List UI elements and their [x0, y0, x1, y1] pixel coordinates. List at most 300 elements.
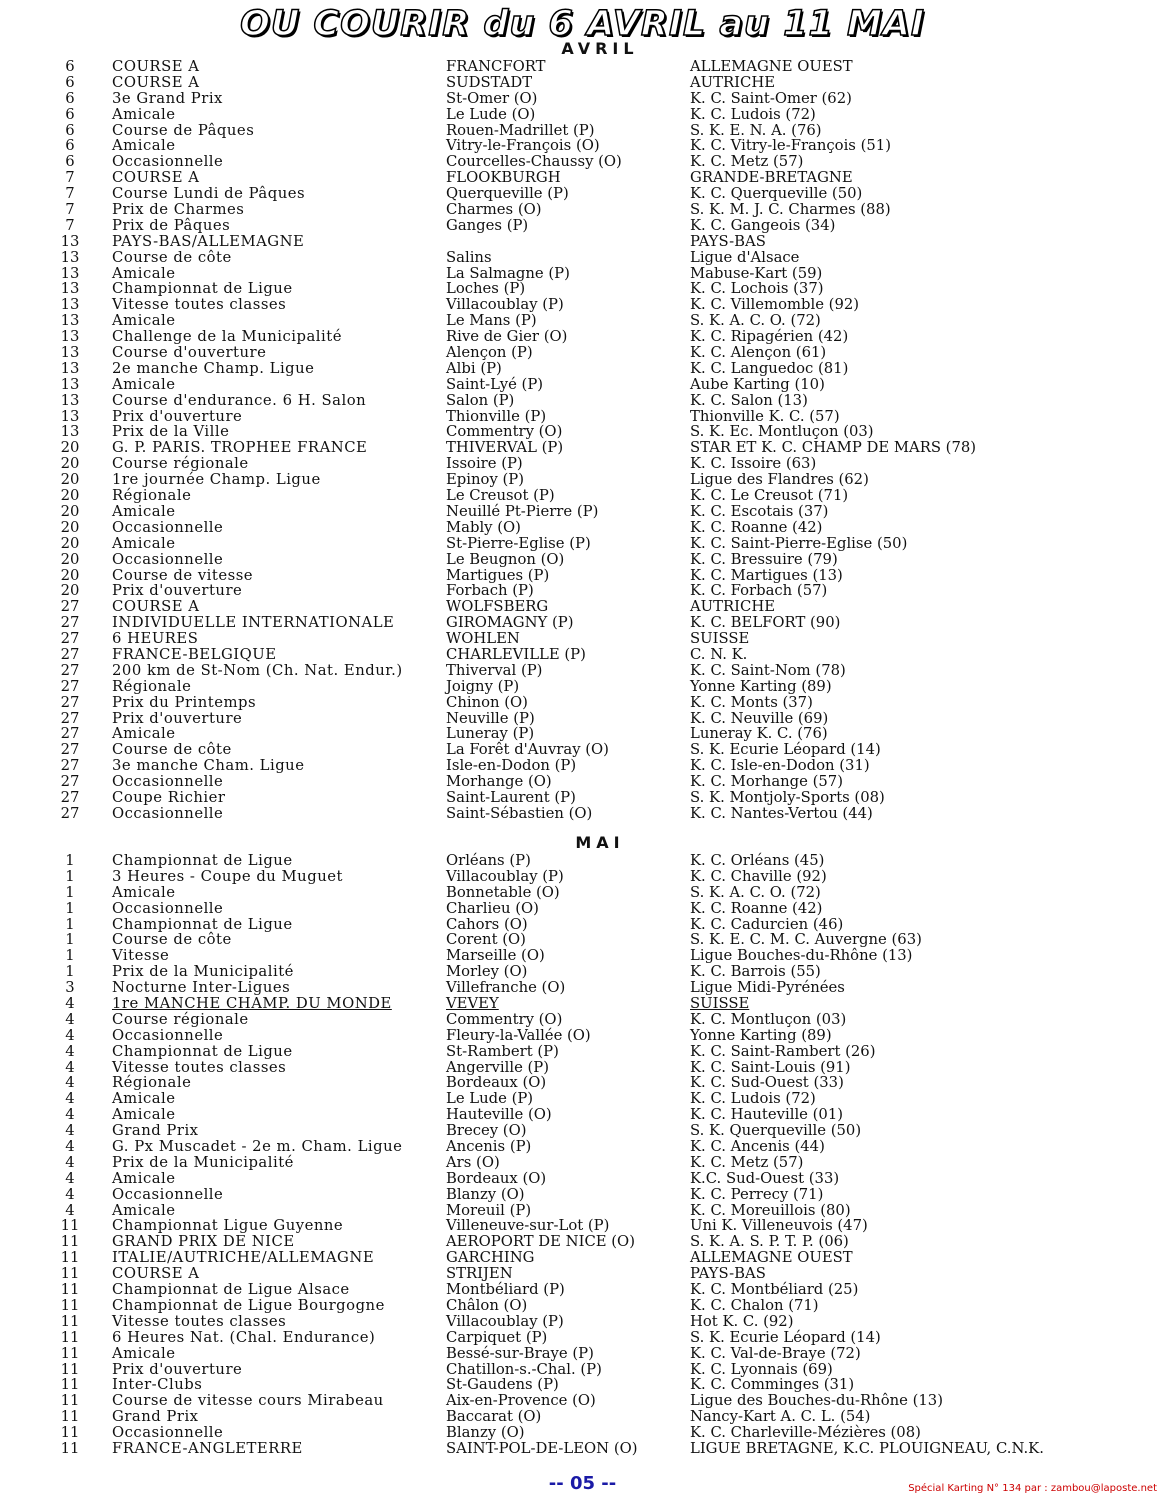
event-day: 27: [60, 598, 80, 616]
event-day: 4: [65, 1201, 75, 1219]
event-place: Commentry (O): [446, 423, 563, 441]
event-place: Villefranche (O): [446, 979, 566, 997]
event-name: 3 Heures - Coupe du Muguet: [112, 867, 343, 885]
schedule-row: [0, 1409, 1165, 1425]
event-name: Prix du Printemps: [112, 693, 257, 711]
event-name: Course de Pâques: [112, 121, 255, 139]
event-day: 27: [60, 709, 80, 727]
event-place: Salins: [446, 248, 492, 266]
schedule-row: [0, 568, 1165, 584]
event-day: 4: [65, 1106, 75, 1124]
schedule-row: [0, 1044, 1165, 1060]
schedule-row: [0, 1012, 1165, 1028]
event-organizer: Nancy-Kart A. C. L. (54): [690, 1408, 871, 1426]
event-day: 13: [60, 280, 80, 298]
event-name: Occasionnelle: [112, 153, 224, 171]
event-organizer: PAYS-BAS: [690, 1265, 766, 1283]
event-name: Championnat Ligue Guyenne: [112, 1217, 344, 1235]
schedule-row: [0, 663, 1165, 679]
event-name: Occasionnelle: [112, 1424, 224, 1442]
event-name: Championnat de Ligue: [112, 915, 293, 933]
event-day: 27: [60, 757, 80, 775]
event-day: 4: [65, 1026, 75, 1044]
event-place: WOHLEN: [446, 630, 520, 648]
event-organizer: K. C. Forbach (57): [690, 582, 828, 600]
event-organizer: K. C. Vitry-le-François (51): [690, 137, 891, 155]
schedule-row: [0, 1123, 1165, 1139]
event-day: 27: [60, 804, 80, 822]
event-name: Amicale: [112, 534, 176, 552]
event-day: 11: [60, 1439, 80, 1457]
event-place: Epinoy (P): [446, 471, 525, 489]
event-day: 6: [65, 105, 75, 123]
event-day: 13: [60, 359, 80, 377]
event-name: Grand Prix: [112, 1408, 199, 1426]
event-day: 4: [65, 1169, 75, 1187]
event-name: Occasionnelle: [112, 518, 224, 536]
event-place: Brecey (O): [446, 1122, 527, 1140]
event-organizer: K. C. Lyonnais (69): [690, 1360, 833, 1378]
event-day: 20: [60, 550, 80, 568]
event-day: 13: [60, 391, 80, 409]
event-day: 20: [60, 487, 80, 505]
event-organizer: K. C. Roanne (42): [690, 518, 823, 536]
event-day: 27: [60, 645, 80, 663]
event-place: Luneray (P): [446, 725, 535, 743]
event-day: 4: [65, 1090, 75, 1108]
event-name: Course Lundi de Pâques: [112, 185, 306, 203]
schedule-row: [0, 806, 1165, 822]
event-organizer: Mabuse-Kart (59): [690, 264, 823, 282]
event-day: 20: [60, 439, 80, 457]
schedule-row: [0, 170, 1165, 186]
event-place: La Salmagne (P): [446, 264, 570, 282]
event-name: Prix de Pâques: [112, 216, 231, 234]
event-organizer: AUTRICHE: [690, 598, 776, 616]
event-day: 20: [60, 502, 80, 520]
event-name: Occasionnelle: [112, 1026, 224, 1044]
event-organizer: K. C. Roanne (42): [690, 899, 823, 917]
event-day: 6: [65, 121, 75, 139]
event-organizer: Ligue Bouches-du-Rhône (13): [690, 947, 913, 965]
schedule-row: [0, 377, 1165, 393]
schedule-row: [0, 583, 1165, 599]
schedule-row: [0, 711, 1165, 727]
schedule-row: [0, 1298, 1165, 1314]
event-name: Course d'ouverture: [112, 344, 267, 362]
event-place: Le Mans (P): [446, 312, 537, 330]
event-day: 13: [60, 344, 80, 362]
event-place: Bessé-sur-Braye (P): [446, 1344, 594, 1362]
event-name: Amicale: [112, 1169, 176, 1187]
event-day: 1: [65, 883, 75, 901]
event-organizer: K. C. Charleville-Mézières (08): [690, 1424, 921, 1442]
event-organizer: K. C. Le Creusot (71): [690, 487, 849, 505]
schedule-row: [0, 91, 1165, 107]
event-organizer: S. K. Ecurie Léopard (14): [690, 741, 881, 759]
event-organizer: K. C. Montbéliard (25): [690, 1281, 859, 1299]
event-day: 27: [60, 773, 80, 791]
event-day: 6: [65, 137, 75, 155]
event-organizer: S. K. Montjoly-Sports (08): [690, 788, 885, 806]
event-place: Villacoublay (P): [446, 867, 564, 885]
event-day: 20: [60, 582, 80, 600]
schedule-row: [0, 1234, 1165, 1250]
event-place: FRANCFORT: [446, 58, 546, 75]
schedule-row: [0, 202, 1165, 218]
event-organizer: S. K. A. C. O. (72): [690, 883, 821, 901]
event-place: Thiverval (P): [446, 661, 543, 679]
schedule-row: [0, 75, 1165, 91]
event-name: Amicale: [112, 375, 176, 393]
event-organizer: STAR ET K. C. CHAMP DE MARS (78): [690, 439, 977, 457]
event-name: Course de vitesse: [112, 566, 254, 584]
event-name: ITALIE/AUTRICHE/ALLEMAGNE: [112, 1249, 375, 1267]
event-organizer: S. K. A. C. O. (72): [690, 312, 821, 330]
schedule-row: [0, 345, 1165, 361]
schedule-row: [0, 869, 1165, 885]
event-organizer: K. C. Ancenis (44): [690, 1138, 825, 1156]
event-organizer: K. C. Hauteville (01): [690, 1106, 844, 1124]
event-place: Charlieu (O): [446, 899, 539, 917]
event-organizer: K. C. Ludois (72): [690, 1090, 816, 1108]
event-name: FRANCE-BELGIQUE: [112, 645, 277, 663]
event-place: THIVERVAL (P): [446, 439, 564, 457]
event-organizer: K. C. Monts (37): [690, 693, 813, 711]
event-day: 11: [60, 1296, 80, 1314]
schedule-row: [0, 885, 1165, 901]
event-place: Moreuil (P): [446, 1201, 532, 1219]
event-name: FRANCE-ANGLETERRE: [112, 1439, 303, 1457]
event-place: Joigny (P): [446, 677, 520, 695]
event-day: 6: [65, 153, 75, 171]
schedule-row: [0, 266, 1165, 282]
event-organizer: K. C. Cadurcien (46): [690, 915, 844, 933]
event-place: Baccarat (O): [446, 1408, 542, 1426]
schedule-row: [0, 1330, 1165, 1346]
event-name: Grand Prix: [112, 1122, 199, 1140]
schedule-row: [0, 1377, 1165, 1393]
event-day: 13: [60, 375, 80, 393]
event-place: VEVEY: [446, 995, 499, 1013]
event-place: Montbéliard (P): [446, 1281, 565, 1299]
event-organizer: K. C. Metz (57): [690, 1153, 804, 1171]
event-name: 6 Heures Nat. (Chal. Endurance): [112, 1328, 376, 1346]
schedule-row: [0, 790, 1165, 806]
event-day: 27: [60, 677, 80, 695]
schedule-row: [0, 1139, 1165, 1155]
event-name: Occasionnelle: [112, 550, 224, 568]
event-day: 13: [60, 423, 80, 441]
event-name: G. Px Muscadet - 2e m. Cham. Ligue: [112, 1138, 403, 1156]
event-organizer: K. C. Ludois (72): [690, 105, 816, 123]
event-name: COURSE A: [112, 58, 200, 75]
schedule-row: [0, 552, 1165, 568]
schedule-row: [0, 1266, 1165, 1282]
event-day: 4: [65, 1074, 75, 1092]
event-name: Régionale: [112, 677, 192, 695]
event-organizer: K. C. Barrois (55): [690, 963, 821, 981]
event-day: 20: [60, 455, 80, 473]
event-day: 3: [65, 979, 75, 997]
event-place: Neuville (P): [446, 709, 535, 727]
event-name: COURSE A: [112, 598, 200, 616]
event-day: 1: [65, 867, 75, 885]
event-organizer: S. K. E. N. A. (76): [690, 121, 822, 139]
schedule-row: [0, 901, 1165, 917]
event-day: 11: [60, 1312, 80, 1330]
event-name: Amicale: [112, 137, 176, 155]
event-name: Prix d'ouverture: [112, 582, 243, 600]
event-name: Occasionnelle: [112, 804, 224, 822]
event-organizer: ALLEMAGNE OUEST: [690, 1249, 853, 1267]
event-day: 1: [65, 963, 75, 981]
event-day: 27: [60, 788, 80, 806]
event-place: Aix-en-Provence (O): [446, 1392, 596, 1410]
schedule-row: [0, 1218, 1165, 1234]
event-name: Régionale: [112, 1074, 192, 1092]
event-name: Occasionnelle: [112, 899, 224, 917]
event-organizer: Uni K. Villeneuvois (47): [690, 1217, 868, 1235]
event-place: Fleury-la-Vallée (O): [446, 1026, 591, 1044]
event-name: Coupe Richier: [112, 788, 226, 806]
schedule-row: [0, 281, 1165, 297]
event-day: 4: [65, 1042, 75, 1060]
event-name: Course régionale: [112, 455, 249, 473]
schedule-row: [0, 1171, 1165, 1187]
event-day: 4: [65, 995, 75, 1013]
event-day: 27: [60, 741, 80, 759]
event-organizer: K. C. Villemomble (92): [690, 296, 860, 314]
event-place: Bordeaux (O): [446, 1074, 547, 1092]
event-day: 13: [60, 407, 80, 425]
event-organizer: SUISSE: [690, 630, 750, 648]
event-name: COURSE A: [112, 73, 200, 91]
event-place: Saint-Sébastien (O): [446, 804, 593, 822]
event-place: Le Lude (P): [446, 1090, 534, 1108]
event-organizer: ALLEMAGNE OUEST: [690, 58, 853, 75]
event-organizer: K. C. Isle-en-Dodon (31): [690, 757, 870, 775]
schedule-row: [0, 393, 1165, 409]
event-name: 2e manche Champ. Ligue: [112, 359, 315, 377]
event-place: Ars (O): [446, 1153, 500, 1171]
event-organizer: K. C. Lochois (37): [690, 280, 824, 298]
schedule-row: [0, 186, 1165, 202]
event-organizer: K. C. Languedoc (81): [690, 359, 849, 377]
event-organizer: S. K. Querqueville (50): [690, 1122, 862, 1140]
event-place: Issoire (P): [446, 455, 523, 473]
event-organizer: LIGUE BRETAGNE, K.C. PLOUIGNEAU, C.N.K.: [690, 1439, 1044, 1457]
event-organizer: Yonne Karting (89): [690, 677, 832, 695]
schedule-row: [0, 1060, 1165, 1076]
event-organizer: K. C. Nantes-Vertou (44): [690, 804, 873, 822]
schedule-row: [0, 1362, 1165, 1378]
event-organizer: K. C. Chaville (92): [690, 867, 827, 885]
event-place: STRIJEN: [446, 1265, 513, 1283]
event-day: 4: [65, 1010, 75, 1028]
event-organizer: K. C. Gangeois (34): [690, 216, 836, 234]
event-day: 6: [65, 89, 75, 107]
event-name: Vitesse toutes classes: [112, 1058, 287, 1076]
schedule-row: [0, 536, 1165, 552]
event-day: 7: [65, 169, 75, 187]
event-name: Course de vitesse cours Mirabeau: [112, 1392, 384, 1410]
event-place: Blanzy (O): [446, 1185, 525, 1203]
event-organizer: K.C. Sud-Ouest (33): [690, 1169, 840, 1187]
event-day: 11: [60, 1392, 80, 1410]
schedule-row: [0, 1250, 1165, 1266]
event-name: Prix d'ouverture: [112, 407, 243, 425]
event-day: 6: [65, 73, 75, 91]
event-place: Saint-Lyé (P): [446, 375, 544, 393]
schedule-row: [0, 107, 1165, 123]
schedule-row: [0, 1107, 1165, 1123]
event-name: G. P. PARIS. TROPHEE FRANCE: [112, 439, 368, 457]
schedule-row: [0, 853, 1165, 869]
event-place: Albi (P): [446, 359, 502, 377]
schedule-row: [0, 520, 1165, 536]
schedule-row: [0, 424, 1165, 440]
event-organizer: K. C. Metz (57): [690, 153, 804, 171]
event-organizer: K. C. BELFORT (90): [690, 614, 841, 632]
event-organizer: S. K. E. C. M. C. Auvergne (63): [690, 931, 922, 949]
event-organizer: Ligue des Flandres (62): [690, 471, 869, 489]
event-day: 13: [60, 232, 80, 250]
event-place: La Forêt d'Auvray (O): [446, 741, 609, 759]
schedule-row: [0, 758, 1165, 774]
event-place: Chatillon-s.-Chal. (P): [446, 1360, 602, 1378]
event-name: Amicale: [112, 1090, 176, 1108]
event-organizer: Luneray K. C. (76): [690, 725, 828, 743]
event-place: Thionville (P): [446, 407, 547, 425]
event-name: Amicale: [112, 1106, 176, 1124]
schedule-row: [0, 615, 1165, 631]
event-organizer: K. C. Comminges (31): [690, 1376, 855, 1394]
event-place: Blanzy (O): [446, 1424, 525, 1442]
event-place: Villeneuve-sur-Lot (P): [446, 1217, 610, 1235]
event-day: 11: [60, 1249, 80, 1267]
event-place: Le Beugnon (O): [446, 550, 565, 568]
event-name: Prix de la Municipalité: [112, 963, 294, 981]
event-place: Salon (P): [446, 391, 515, 409]
event-day: 11: [60, 1424, 80, 1442]
schedule-row: [0, 504, 1165, 520]
event-place: Commentry (O): [446, 1010, 563, 1028]
event-day: 4: [65, 1153, 75, 1171]
event-organizer: K. C. Escotais (37): [690, 502, 829, 520]
event-organizer: Yonne Karting (89): [690, 1026, 832, 1044]
event-day: 27: [60, 630, 80, 648]
event-organizer: Ligue d'Alsace: [690, 248, 800, 266]
event-place: Alençon (P): [446, 344, 533, 362]
event-day: 1: [65, 947, 75, 965]
schedule-row: [0, 1282, 1165, 1298]
page-number: -- 05 --: [548, 1473, 617, 1494]
event-place: GARCHING: [446, 1249, 535, 1267]
event-place: Ancenis (P): [446, 1138, 532, 1156]
event-day: 11: [60, 1281, 80, 1299]
event-day: 20: [60, 566, 80, 584]
event-place: SAINT-POL-DE-LEON (O): [446, 1439, 638, 1457]
event-organizer: Thionville K. C. (57): [690, 407, 840, 425]
event-name: Course de côte: [112, 931, 232, 949]
schedule-row: [0, 138, 1165, 154]
event-day: 1: [65, 915, 75, 933]
event-day: 13: [60, 328, 80, 346]
event-name: 1re journée Champ. Ligue: [112, 471, 321, 489]
event-day: 1: [65, 899, 75, 917]
event-organizer: K. C. Saint-Pierre-Eglise (50): [690, 534, 908, 552]
event-name: COURSE A: [112, 1265, 200, 1283]
event-day: 11: [60, 1217, 80, 1235]
event-day: 27: [60, 614, 80, 632]
event-name: Course de côte: [112, 248, 232, 266]
event-organizer: K. C. Moreuillois (80): [690, 1201, 851, 1219]
schedule-row: [0, 488, 1165, 504]
event-place: Le Creusot (P): [446, 487, 555, 505]
event-name: Prix d'ouverture: [112, 709, 243, 727]
event-organizer: S. K. Ecurie Léopard (14): [690, 1328, 881, 1346]
event-name: Prix de Charmes: [112, 201, 245, 219]
event-day: 13: [60, 296, 80, 314]
event-organizer: K. C. Neuville (69): [690, 709, 829, 727]
event-day: 13: [60, 264, 80, 282]
event-name: 200 km de St-Nom (Ch. Nat. Endur.): [112, 661, 403, 679]
schedule-row: [0, 218, 1165, 234]
schedule-row: [0, 1425, 1165, 1441]
event-name: Amicale: [112, 725, 176, 743]
event-day: 4: [65, 1058, 75, 1076]
event-name: PAYS-BAS/ALLEMAGNE: [112, 232, 305, 250]
event-organizer: PAYS-BAS: [690, 232, 766, 250]
event-organizer: K. C. Val-de-Braye (72): [690, 1344, 861, 1362]
event-day: 11: [60, 1360, 80, 1378]
event-name: Championnat de Ligue: [112, 1042, 293, 1060]
event-place: St-Pierre-Eglise (P): [446, 534, 591, 552]
event-place: Orléans (P): [446, 852, 531, 869]
schedule-row: [0, 631, 1165, 647]
schedule-row: [0, 964, 1165, 980]
event-name: GRAND PRIX DE NICE: [112, 1233, 295, 1251]
event-name: Amicale: [112, 264, 176, 282]
event-day: 1: [65, 852, 75, 869]
event-organizer: K. C. Salon (13): [690, 391, 808, 409]
event-place: St-Omer (O): [446, 89, 538, 107]
event-place: Charmes (O): [446, 201, 542, 219]
event-day: 11: [60, 1328, 80, 1346]
event-place: AEROPORT DE NICE (O): [446, 1233, 635, 1251]
event-organizer: K. C. Ripagérien (42): [690, 328, 849, 346]
schedule-row: [0, 297, 1165, 313]
event-name: Nocturne Inter-Ligues: [112, 979, 291, 997]
event-day: 4: [65, 1122, 75, 1140]
event-organizer: C. N. K.: [690, 645, 748, 663]
event-organizer: K. C. Bressuire (79): [690, 550, 838, 568]
schedule-row: [0, 59, 1165, 75]
schedule-row: [0, 361, 1165, 377]
schedule-row: [0, 456, 1165, 472]
event-organizer: K. C. Issoire (63): [690, 455, 817, 473]
event-place: Le Lude (O): [446, 105, 536, 123]
event-day: 20: [60, 471, 80, 489]
event-day: 20: [60, 534, 80, 552]
event-name: 3e Grand Prix: [112, 89, 223, 107]
event-organizer: K. C. Morhange (57): [690, 773, 843, 791]
event-day: 11: [60, 1376, 80, 1394]
event-name: Amicale: [112, 1201, 176, 1219]
event-place: SUDSTADT: [446, 73, 533, 91]
schedule-row: [0, 1393, 1165, 1409]
